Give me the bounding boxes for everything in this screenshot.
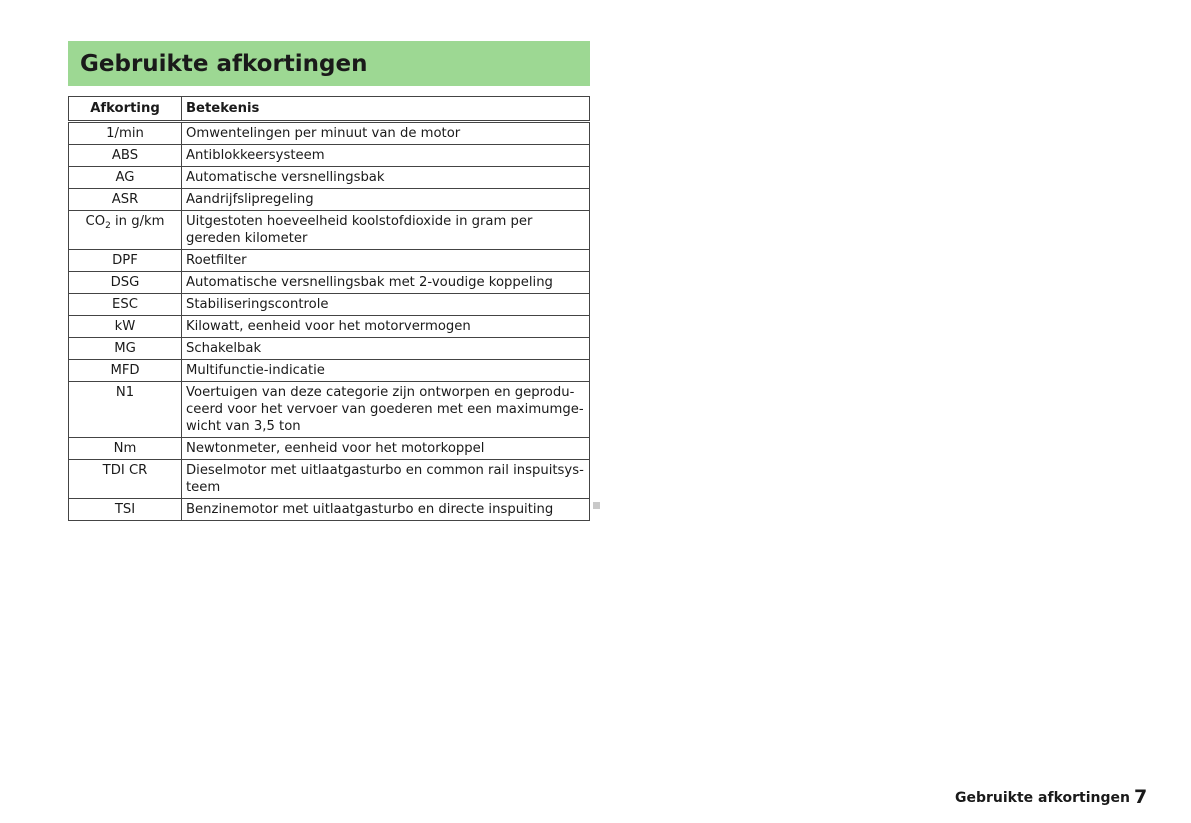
meaning-cell: Dieselmotor met uitlaatgasturbo en common rail inspuitsys-teem <box>182 460 590 499</box>
abbreviation-cell-co2 <box>69 211 182 250</box>
table-header-row <box>69 97 590 122</box>
meaning-cell: Multifunctie-indicatie <box>182 360 590 382</box>
table-row <box>69 316 590 338</box>
table-row <box>69 338 590 360</box>
page-number: 7 <box>1134 786 1148 808</box>
abbr-unit: in g/km <box>110 214 165 229</box>
abbreviation-cell: MFD <box>69 360 182 382</box>
table-row <box>69 122 590 145</box>
meaning-cell: Aandrijfslipregeling <box>182 189 590 211</box>
table-row <box>69 211 590 250</box>
table-row <box>69 250 590 272</box>
column-header-abbreviation: Afkorting <box>69 97 182 122</box>
meaning-cell: Automatische versnellingsbak <box>182 167 590 189</box>
table-row <box>69 189 590 211</box>
abbreviation-cell: AG <box>69 167 182 189</box>
table-row <box>69 272 590 294</box>
abbreviation-cell: ABS <box>69 145 182 167</box>
abbr-subscript-2: 2 <box>105 221 111 231</box>
meaning-cell: Omwentelingen per minuut van de motor <box>182 122 590 145</box>
abbreviation-cell: DSG <box>69 272 182 294</box>
meaning-cell: Stabiliseringscontrole <box>182 294 590 316</box>
meaning-cell: Voertuigen van deze categorie zijn ontworpen en geprodu-ceerd voor het vervoer van goederen met een maximumge-wicht van 3,5 ton <box>182 382 590 438</box>
section-heading-bar <box>68 41 590 86</box>
abbreviation-cell: TDI CR <box>69 460 182 499</box>
abbreviation-cell: Nm <box>69 438 182 460</box>
meaning-cell: Roetfilter <box>182 250 590 272</box>
table-row <box>69 145 590 167</box>
page-title: Gebruikte afkortingen <box>80 50 368 77</box>
abbr-co: CO <box>85 214 106 229</box>
abbreviation-cell: N1 <box>69 382 182 438</box>
meaning-cell: Newtonmeter, eenheid voor het motorkoppel <box>182 438 590 460</box>
abbreviation-cell: MG <box>69 338 182 360</box>
table-row <box>69 360 590 382</box>
meaning-cell: Automatische versnellingsbak met 2-voudige koppeling <box>182 272 590 294</box>
column-header-meaning: Betekenis <box>182 97 590 122</box>
footer-section-title: Gebruikte afkortingen <box>955 790 1130 806</box>
abbreviation-cell: ESC <box>69 294 182 316</box>
table-row <box>69 460 590 499</box>
abbreviation-cell: ASR <box>69 189 182 211</box>
abbreviation-cell: TSI <box>69 499 182 521</box>
meaning-cell: Benzinemotor met uitlaatgasturbo en directe inspuiting <box>182 499 590 521</box>
meaning-cell: Antiblokkeersysteem <box>182 145 590 167</box>
table-row <box>69 167 590 189</box>
abbreviations-table <box>68 96 590 521</box>
table-row <box>69 499 590 521</box>
table-row <box>69 382 590 438</box>
meaning-cell: Kilowatt, eenheid voor het motorvermogen <box>182 316 590 338</box>
table-row <box>69 438 590 460</box>
section-end-marker <box>593 502 600 509</box>
abbreviation-cell: DPF <box>69 250 182 272</box>
abbreviation-cell: 1/min <box>69 122 182 145</box>
meaning-cell: Schakelbak <box>182 338 590 360</box>
meaning-cell: Uitgestoten hoeveelheid koolstofdioxide in gram per gereden kilometer <box>182 211 590 250</box>
table-row <box>69 294 590 316</box>
abbreviation-cell: kW <box>69 316 182 338</box>
